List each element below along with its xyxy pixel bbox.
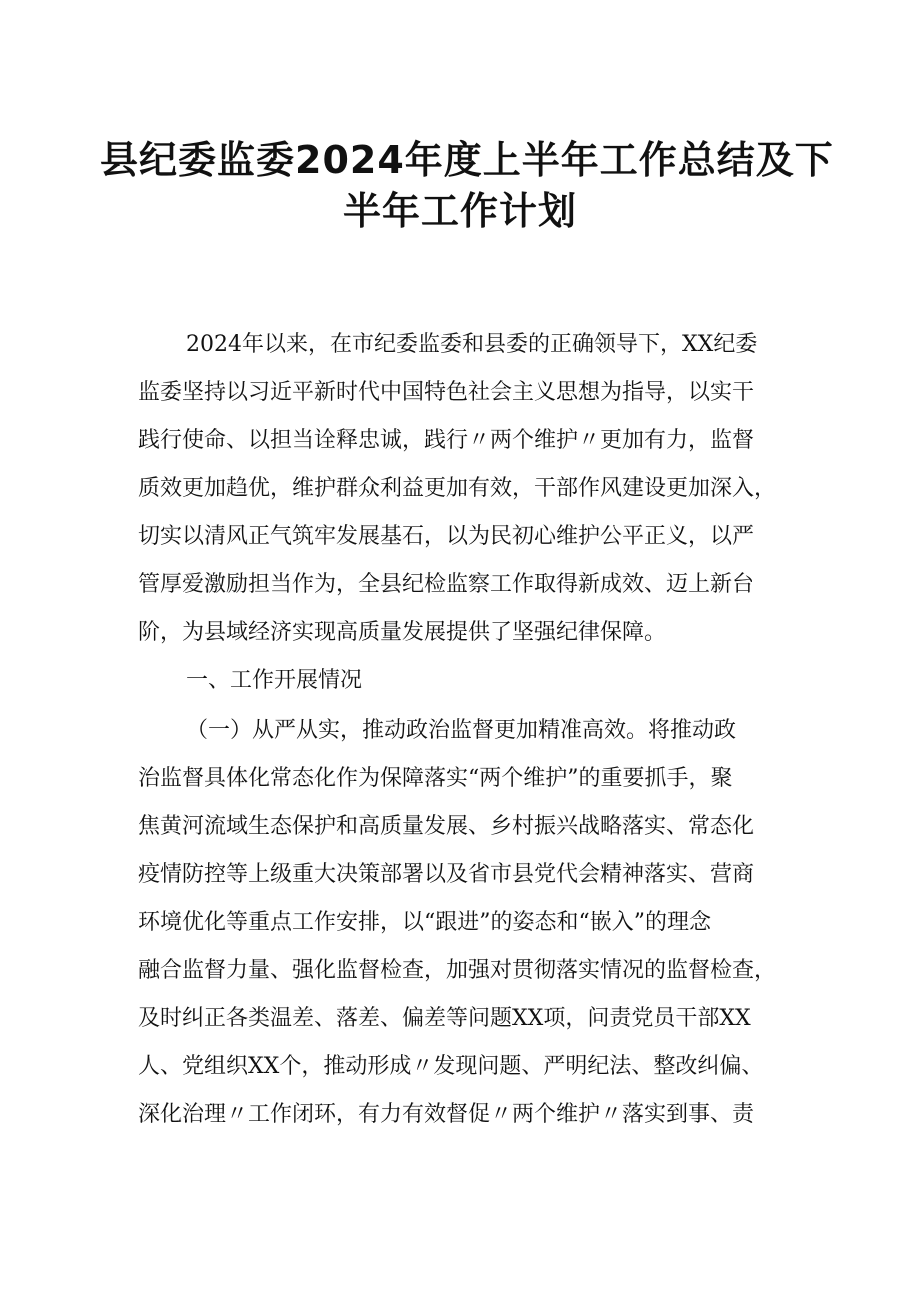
paragraph-line: 焦黄河流域生态保护和高质量发展、乡村振兴战略落实、常态化 xyxy=(138,814,755,839)
paragraph-line: 切实以清风正气筑牢发展基石，以为民初心维护公平正义，以严 xyxy=(138,524,755,549)
paragraph-line: （一）从严从实，推动政治监督更加精准高效。将推动政 xyxy=(186,718,737,743)
document-title-line-2: 半年工作计划 xyxy=(342,189,577,233)
paragraph-line: 环境优化等重点工作安排，以“跟进”的姿态和“嵌入”的理念 xyxy=(138,910,711,935)
section-heading-text: 一、工作开展情况 xyxy=(186,668,363,693)
paragraph-line: 管厚爱激励担当作为，全县纪检监察工作取得新成效、迈上新台 xyxy=(138,572,755,597)
paragraph-line: 深化治理〃工作闭环，有力有效督促〃两个维护〃落实到事、责 xyxy=(138,1102,755,1127)
paragraph-line: 监委坚持以习近平新时代中国特色社会主义思想为指导，以实干 xyxy=(138,380,755,405)
paragraph-line: 2024年以来，在市纪委监委和县委的正确领导下，XX纪委 xyxy=(186,332,758,357)
paragraph-line: 质效更加趋优，维护群众利益更加有效，干部作风建设更加深入， xyxy=(138,476,777,501)
paragraph-line: 及时纠正各类温差、落差、偏差等问题XX项，问责党员干部XX xyxy=(138,1006,751,1031)
paragraph-line: 阶，为县域经济实现高质量发展提供了坚强纪律保障。 xyxy=(138,620,667,645)
paragraph-line: 践行使命、以担当诠释忠诚，践行〃两个维护〃更加有力，监督 xyxy=(138,428,755,453)
paragraph-line: 治监督具体化常态化作为保障落实“两个维护”的重要抓手，聚 xyxy=(138,766,733,791)
paragraph-line: 融合监督力量、强化监督检查，加强对贯彻落实情况的监督检查， xyxy=(138,958,777,983)
paragraph-line: 疫情防控等上级重大决策部署以及省市县党代会精神落实、营商 xyxy=(138,862,755,887)
document-title-line-1: 县纪委监委2024年度上半年工作总结及下 xyxy=(100,138,834,182)
paragraph-line: 人、党组织XX个，推动形成〃发现问题、严明纪法、整改纠偏、 xyxy=(138,1054,764,1079)
